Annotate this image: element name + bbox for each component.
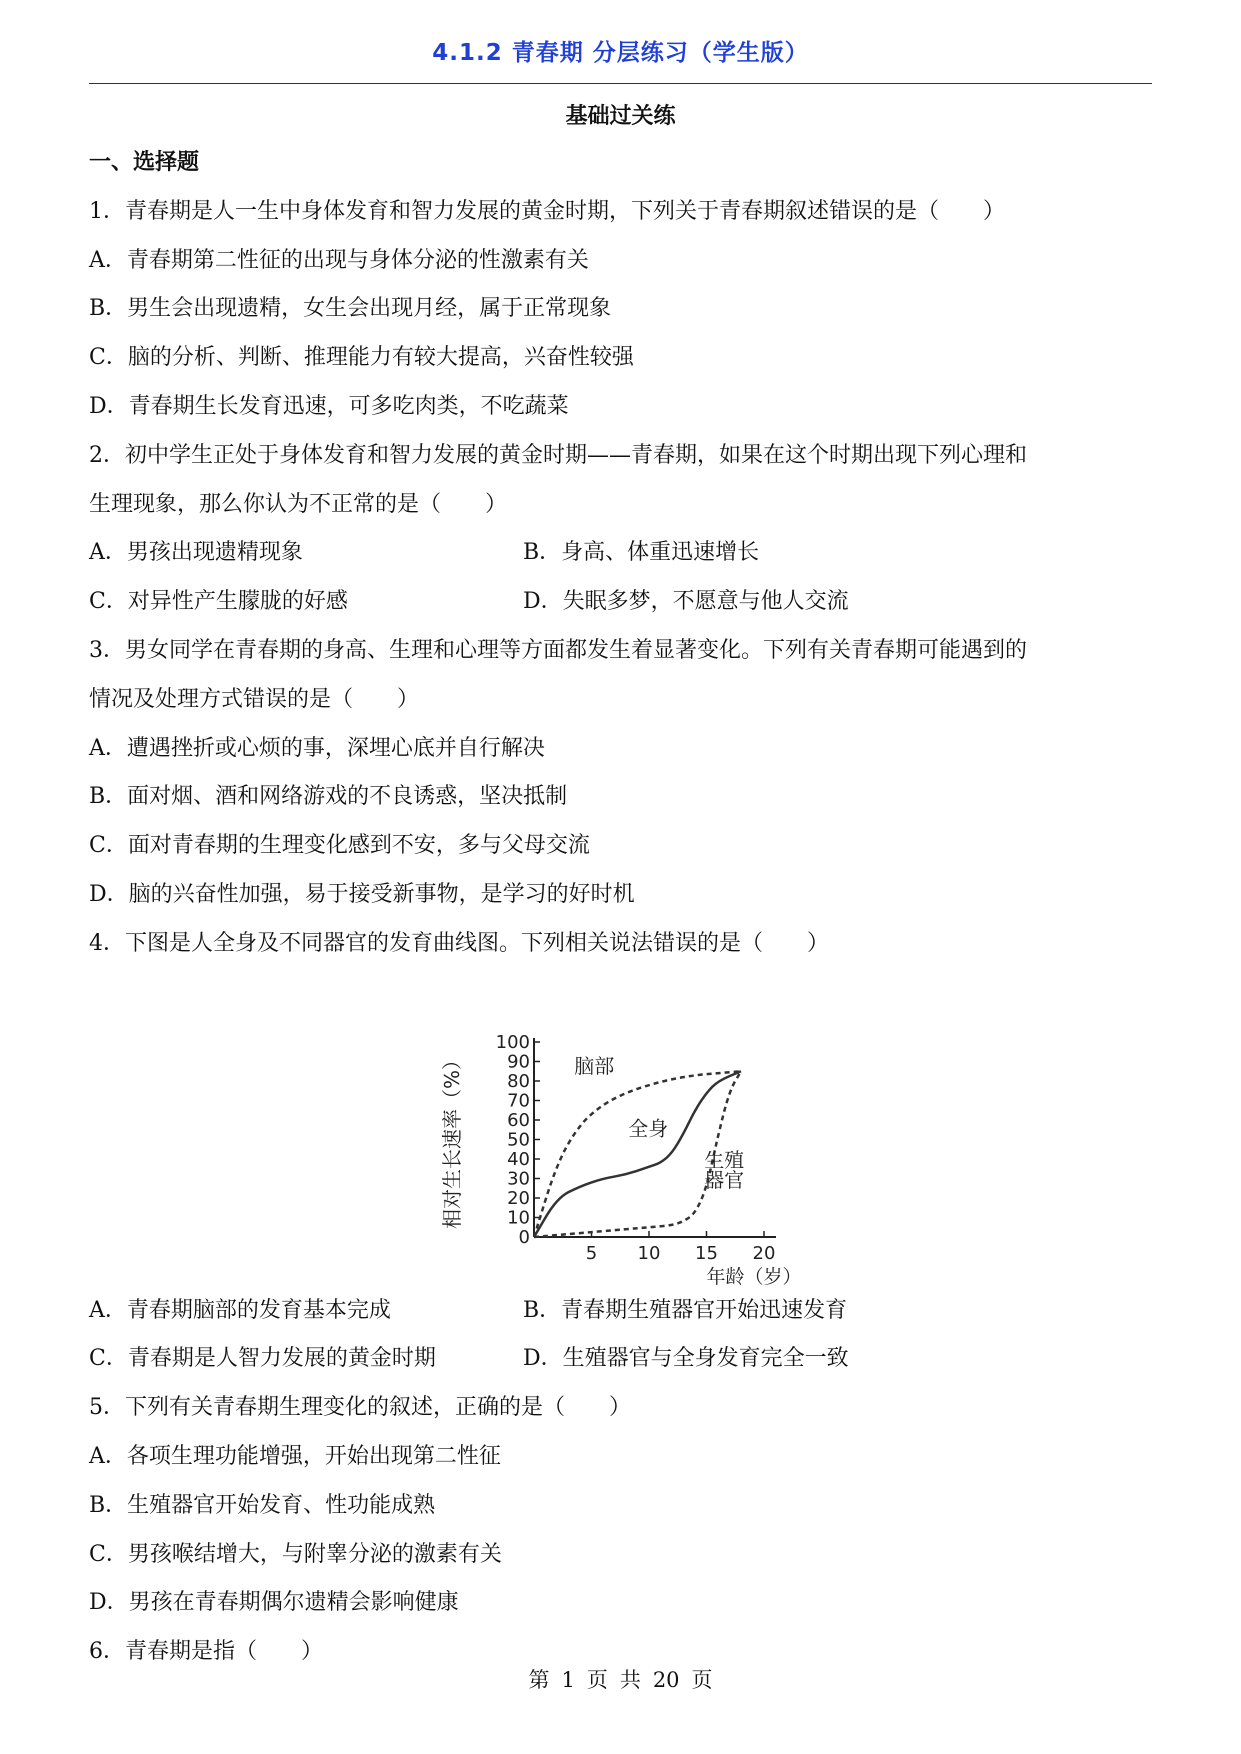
question-2-stem-line-2: 生理现象，那么你认为不正常的是（ ） [89,491,508,517]
question-3-option-a: A．遭遇挫折或心烦的事，深埋心底并自行解决 [89,735,545,761]
question-5-option-b: B．生殖器官开始发育、性功能成熟 [89,1492,436,1518]
series-label: 脑部 [574,1053,615,1078]
question-2-stem-line-1: 2．初中学生正处于身体发育和智力发展的黄金时期——青春期，如果在这个时期出现下列心理和 [89,442,1028,468]
page-footer [0,1664,1241,1694]
question-3-option-c: C．面对青春期的生理变化感到不安，多与父母交流 [89,833,590,859]
question-3-option-d: D．脑的兴奋性加强，易于接受新事物，是学习的好时机 [89,881,635,907]
question-5-option-c: C．男孩喉结增大，与附睾分泌的激素有关 [89,1541,502,1567]
question-6-stem: 6．青春期是指（ ） [89,1639,323,1665]
series-label: 全身 [628,1116,669,1141]
question-4-option-d: D．生殖器官与全身发育完全一致 [523,1346,849,1372]
question-3-option-b: B．面对烟、酒和网络游戏的不良诱惑，坚决抵制 [89,784,568,810]
question-4-option-a: A．青春期脑部的发育基本完成 [89,1297,391,1323]
y-tick-label: 40 [507,1148,530,1170]
growth-curve-chart [429,975,819,1288]
y-axis-label: 相对生长速率（%） [440,1049,464,1229]
x-tick-label: 15 [695,1242,718,1264]
question-4-stem: 4．下图是人全身及不同器官的发育曲线图。下列相关说法错误的是（ ） [89,930,829,956]
question-list [89,139,1152,1677]
x-tick-label: 10 [637,1242,661,1264]
question-1-option-b: B．男生会出现遗精，女生会出现月经，属于正常现象 [89,296,612,322]
y-tick-label: 80 [507,1070,530,1092]
y-tick-label: 90 [507,1051,530,1073]
question-4-options-row-2 [89,1335,1152,1384]
question-1-option-d: D．青春期生长发育迅速，可多吃肉类，不吃蔬菜 [89,393,569,419]
footer-total-pages: 20 [652,1668,680,1692]
header-divider [89,83,1152,84]
y-tick-label: 60 [507,1109,530,1131]
question-1-option-a: A．青春期第二性征的出现与身体分泌的性激素有关 [89,247,589,273]
question-2-option-d: D．失眠多梦，不愿意与他人交流 [523,589,849,615]
question-4-options-row-1 [89,1287,1152,1336]
y-tick-label: 50 [507,1129,530,1151]
question-2-option-a: A．男孩出现遗精现象 [89,540,303,566]
y-tick-label: 10 [507,1207,530,1229]
question-5-option-a: A．各项生理功能增强，开始出现第二性征 [89,1443,501,1469]
x-tick-label: 20 [752,1242,776,1264]
question-5-stem: 5．下列有关青春期生理变化的叙述，正确的是（ ） [89,1395,631,1421]
y-tick-label: 0 [518,1226,530,1248]
footer-prefix: 第 [528,1668,550,1692]
footer-suffix: 页 [691,1668,713,1692]
growth-curve-figure [89,969,1152,1287]
section-title: 基础过关练 [565,104,676,129]
question-3-stem-line-2: 情况及处理方式错误的是（ ） [89,686,420,712]
question-1-option-c: C．脑的分析、判断、推理能力有较大提高，兴奋性较强 [89,345,634,371]
footer-page-number: 1 [561,1668,575,1692]
part-title: 一、选择题 [89,150,200,175]
series-label-line-1: 生殖 [704,1147,745,1172]
question-2-option-c: C．对异性产生朦胧的好感 [89,589,348,615]
series-label-line-2: 器官 [704,1167,745,1192]
footer-total-prefix: 共 [619,1668,641,1692]
x-axis-label: 年龄（岁） [706,1265,802,1288]
y-tick-label: 30 [507,1168,530,1190]
x-tick-label: 5 [585,1242,598,1264]
question-5-option-d: D．男孩在青春期偶尔遗精会影响健康 [89,1590,459,1616]
page-title: 4.1.2 青春期 分层练习（学生版） [432,40,809,66]
footer-page-word: 页 [586,1668,608,1692]
y-tick-label: 20 [507,1187,530,1209]
y-tick-label: 100 [495,1031,530,1053]
question-2-options-row-2 [89,578,1152,627]
question-4-option-b: B．青春期生殖器官开始迅速发育 [523,1297,848,1323]
question-3-stem-line-1: 3．男女同学在青春期的身高、生理和心理等方面都发生着显著变化。下列有关青春期可能遇到的 [89,637,1028,663]
question-2-options-row-1 [89,529,1152,578]
y-tick-label: 70 [507,1090,530,1112]
question-4-option-c: C．青春期是人智力发展的黄金时期 [89,1346,436,1372]
question-1-stem: 1．青春期是人一生中身体发育和智力发展的黄金时期，下列关于青春期叙述错误的是（ ） [89,198,1006,224]
question-2-option-b: B．身高、体重迅速增长 [523,540,760,566]
